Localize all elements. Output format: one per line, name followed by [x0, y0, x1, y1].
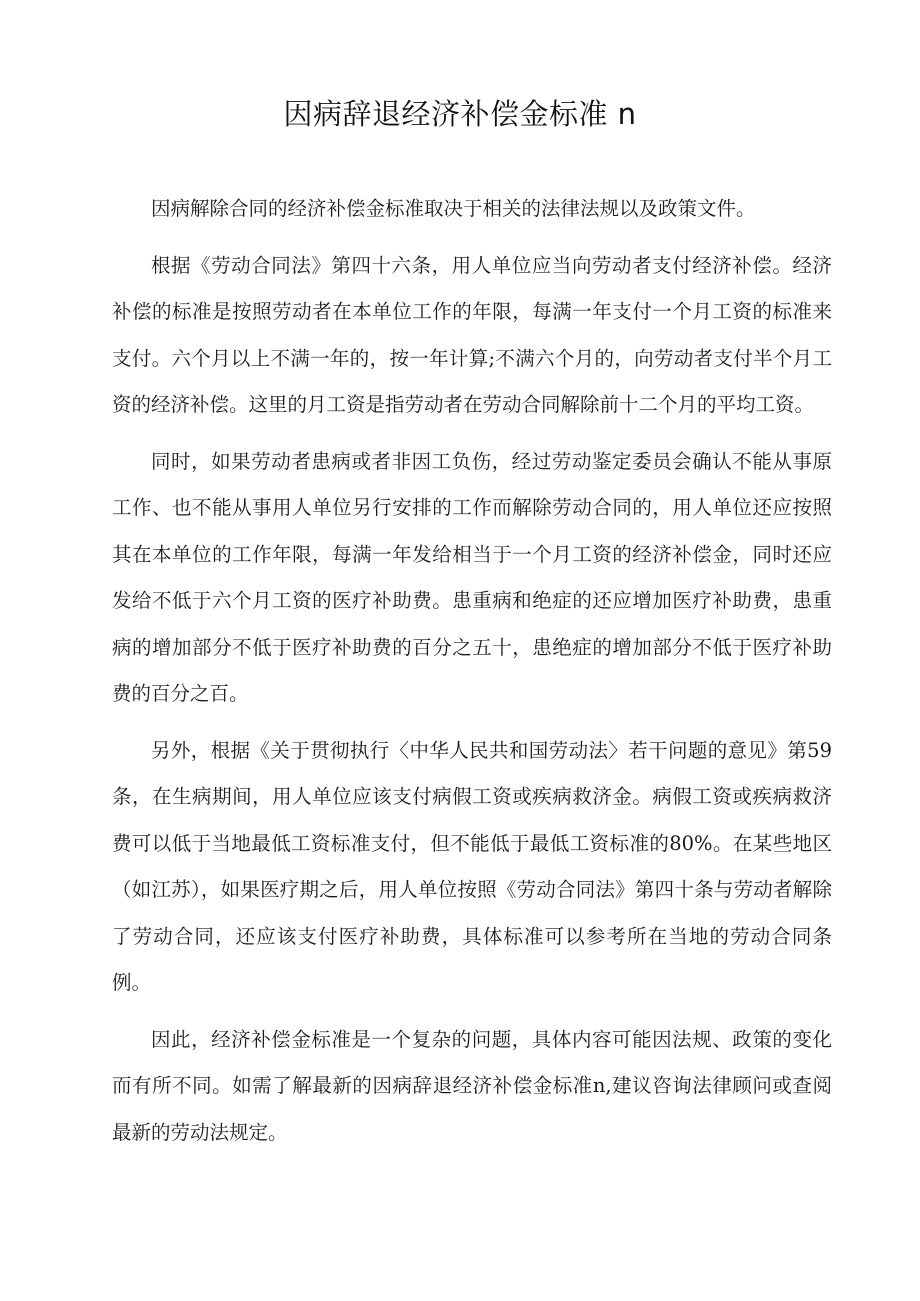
paragraph-illness-compensation: 同时，如果劳动者患病或者非因工负伤，经过劳动鉴定委员会确认不能从事原工作、也不能从事用人单位另行安排的工作而解除劳动合同的，用人单位还应按照其在本单位的工作年限，每满一年发给相当于一个月工资的经济补偿金，同时还应发给不低于六个月工资的医疗补助费。患重病和绝症的还应增加医疗补助费，患重病的增加部分不低于医疗补助费的百分之五十，患绝症的增加部分不低于医疗补助费的百分之百。: [112, 449, 832, 705]
paragraph-conclusion: 因此，经济补偿金标准是一个复杂的问题，具体内容可能因法规、政策的变化而有所不同。如需了解最新的因病辞退经济补偿金标准n,建议咨询法律顾问或查阅最新的劳动法规定。: [112, 1027, 832, 1144]
paragraph-intro: 因病解除合同的经济补偿金标准取决于相关的法律法规以及政策文件。: [151, 197, 756, 220]
paragraph-labor-contract-law: 根据《劳动合同法》第四十六条，用人单位应当向劳动者支付经济补偿。经济补偿的标准是按照劳动者在本单位工作的年限，每满一年支付一个月工资的标准来支付。六个月以上不满一年的，按一年计算;不满六个月的，向劳动者支付半个月工资的经济补偿。这里的月工资是指劳动者在劳动合同解除前十二个月的平均工资。: [112, 253, 832, 416]
document-body: [112, 186, 832, 1166]
document-title: 因病辞退经济补偿金标准 n: [283, 97, 637, 131]
paragraph-sick-pay: 另外，根据《关于贯彻执行〈中华人民共和国劳动法〉若干问题的意见》第59条，在生病期间，用人单位应该支付病假工资或疾病救济金。病假工资或疾病救济费可以低于当地最低工资标准支付，但不能低于最低工资标准的80%。在某些地区（如江苏），如果医疗期之后，用人单位按照《劳动合同法》第四十条与劳动者解除了劳动合同，还应该支付医疗补助费，具体标准可以参考所在当地的劳动合同条例。: [112, 738, 832, 994]
